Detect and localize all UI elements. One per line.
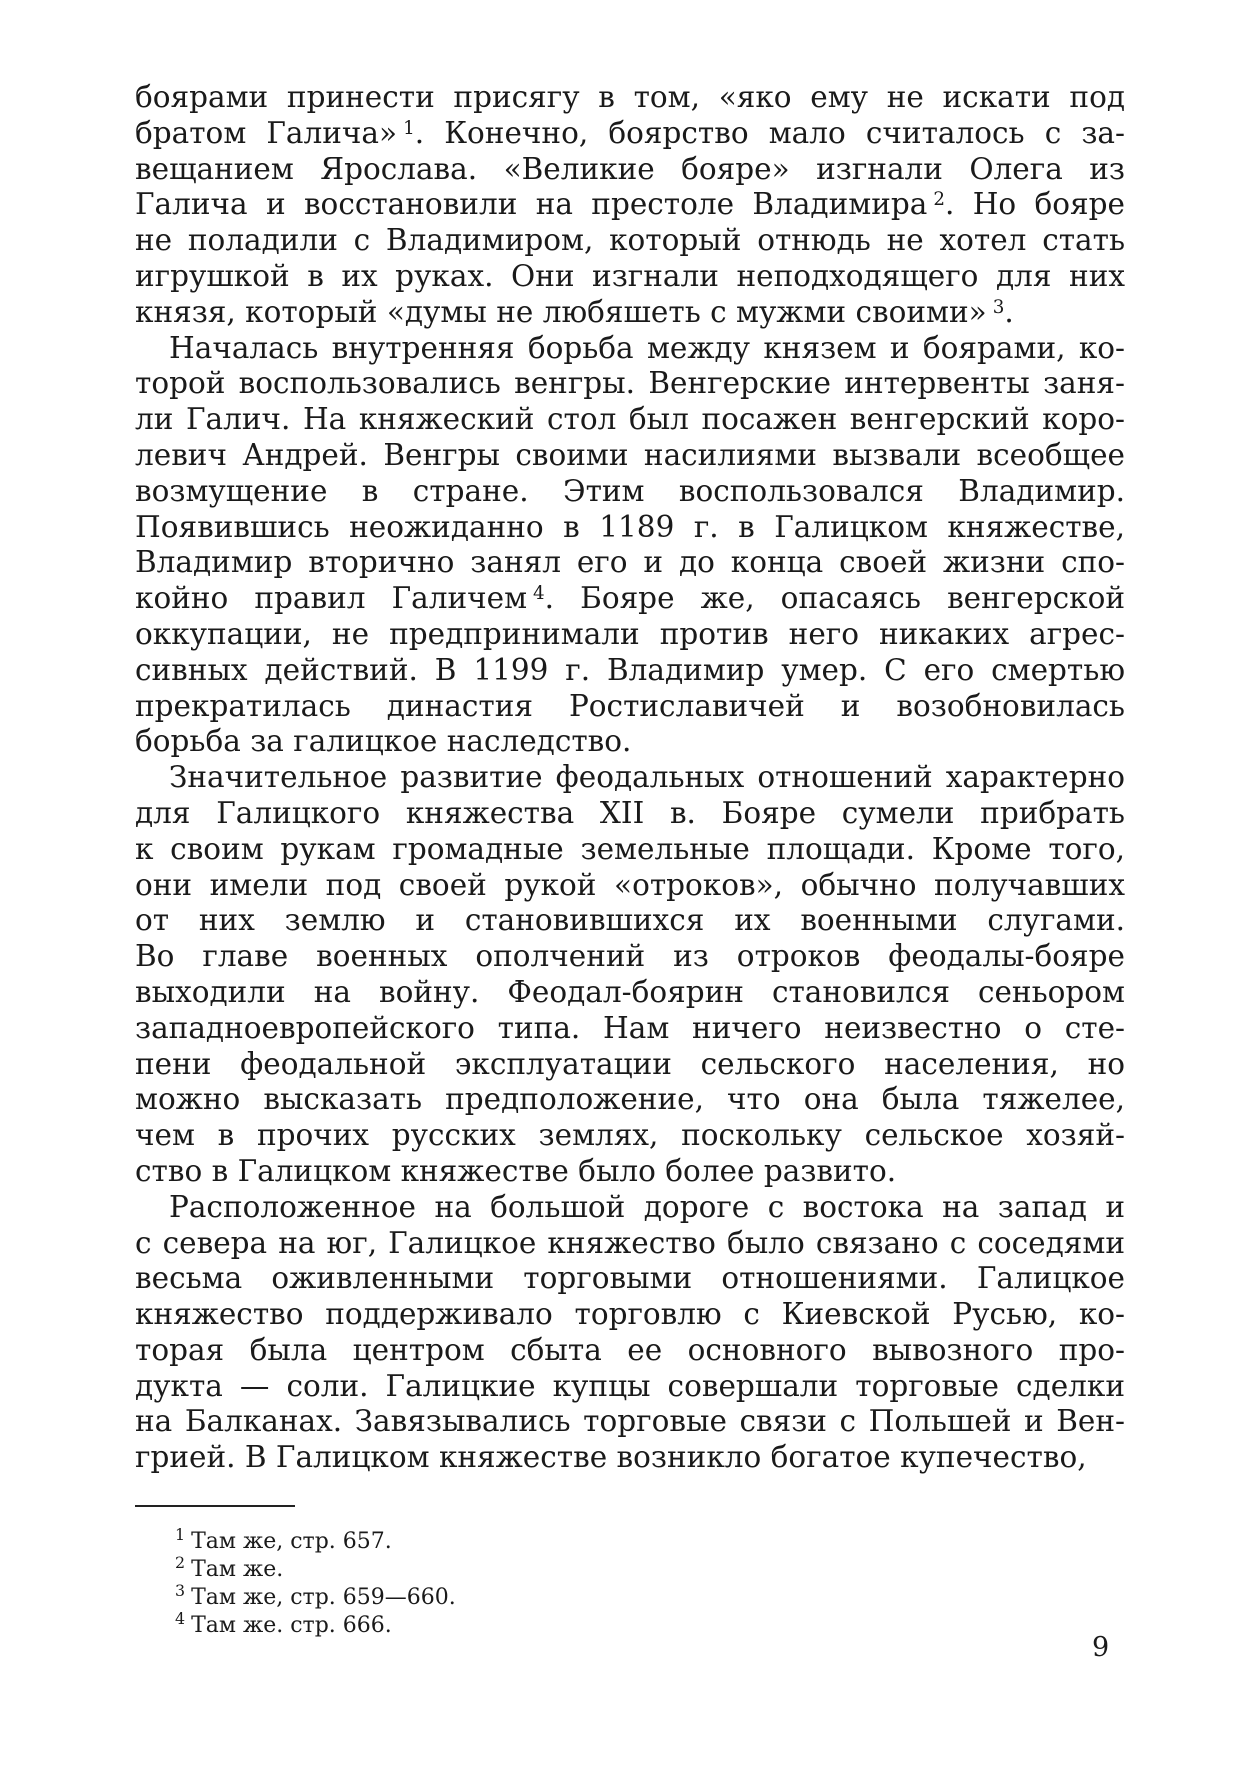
footnote-ref: 1: [403, 117, 415, 139]
footnote-ref: 2: [933, 189, 945, 211]
text-line: [135, 1154, 1125, 1190]
text-line: [135, 1297, 1125, 1333]
footnote-ref: 4: [533, 583, 545, 605]
footnotes: [175, 1525, 456, 1640]
footnote-text: Там же, стр. 659—660.: [191, 1585, 456, 1610]
text-segment: не поладили с Владимиром, который отнюдь не хотел стать: [135, 223, 1125, 258]
text-segment: торой воспользовались венгры. Венгерские интервенты заня-: [135, 366, 1125, 401]
text-segment: . Но бояре: [944, 187, 1125, 222]
footnote-divider: [135, 1505, 295, 1507]
text-segment: . Бояре же, опасаясь венгерской: [544, 581, 1125, 616]
text-line: [135, 116, 1125, 152]
text-segment: от них землю и становившихся их военными слугами.: [135, 903, 1125, 938]
text-line: [135, 366, 1125, 402]
text-segment: для Галицкого княжества XII в. Бояре сумели прибрать: [135, 795, 1125, 830]
text-line: [135, 617, 1125, 653]
text-segment: князя, который «думы не любяшеть с мужми своими»: [135, 294, 987, 329]
footnote-mark: 3: [175, 1581, 186, 1601]
text-line: [135, 187, 1125, 223]
text-line: [135, 724, 1125, 760]
text-line: [135, 1440, 1125, 1476]
text-line: [135, 581, 1125, 617]
footnote-text: Там же.: [191, 1557, 284, 1582]
body-text: [135, 80, 1125, 1476]
text-line: [135, 80, 1125, 116]
text-line: [135, 545, 1125, 581]
text-segment: сивных действий. В 1199 г. Владимир умер. С его смертью: [135, 652, 1125, 687]
text-segment: выходили на войну. Феодал-боярин становился сеньором: [135, 974, 1125, 1009]
page-number: 9: [1092, 1632, 1110, 1663]
text-line: [135, 1369, 1125, 1405]
text-line: [135, 796, 1125, 832]
text-line: [135, 1082, 1125, 1118]
text-line: [135, 1226, 1125, 1262]
text-line: [135, 1404, 1125, 1440]
footnote: [175, 1525, 456, 1556]
text-segment: торая была центром сбыта ее основного вывозного про-: [135, 1332, 1125, 1367]
footnote-text: Там же, стр. 657.: [191, 1529, 392, 1554]
text-segment: . Конечно, боярство мало считалось с за-: [414, 115, 1125, 150]
text-line: [135, 975, 1125, 1011]
paragraph: [135, 760, 1125, 1190]
text-line: [135, 331, 1125, 367]
footnote-mark: 2: [175, 1553, 186, 1573]
text-line: [135, 1190, 1125, 1226]
text-line: [135, 939, 1125, 975]
text-line: [135, 1118, 1125, 1154]
text-segment: возмущение в стране. Этим воспользовался Владимир.: [135, 473, 1125, 508]
text-segment: Галича и восстановили на престоле Владимира: [135, 187, 928, 222]
text-segment: западноевропейского типа. Нам ничего неизвестно о сте-: [135, 1010, 1125, 1045]
text-segment: к своим рукам громадные земельные площади. Кроме того,: [135, 831, 1125, 866]
text-line: [135, 1261, 1125, 1297]
paragraph: [135, 80, 1125, 331]
text-segment: борьба за галицкое наследство.: [135, 724, 632, 759]
text-segment: левич Андрей. Венгры своими насилиями вызвали всеобщее: [135, 437, 1125, 472]
paragraph: [135, 1190, 1125, 1476]
text-line: [135, 295, 1125, 331]
text-line: [135, 832, 1125, 868]
text-segment: Владимир вторично занял его и до конца своей жизни спо-: [135, 545, 1125, 580]
footnote-text: Там же. стр. 666.: [191, 1613, 392, 1638]
text-segment: пени феодальной эксплуатации сельского населения, но: [135, 1046, 1125, 1081]
text-segment: Во главе военных ополчений из отроков феодалы-бояре: [135, 939, 1125, 974]
footnote: [175, 1609, 456, 1640]
text-segment: братом Галича»: [135, 115, 398, 150]
text-line: [135, 223, 1125, 259]
text-segment: ли Галич. На княжеский стол был посажен венгерский коро-: [135, 402, 1125, 437]
text-segment: на Балканах. Завязывались торговые связи с Польшей и Вен-: [135, 1404, 1125, 1439]
text-segment: оккупации, не предпринимали против него никаких агрес-: [135, 616, 1125, 651]
text-segment: они имели под своей рукой «отроков», обычно получавших: [135, 867, 1125, 902]
text-segment: ство в Галицком княжестве было более развито.: [135, 1153, 897, 1188]
text-line: [135, 1011, 1125, 1047]
text-line: [135, 1047, 1125, 1083]
text-segment: койно правил Галичем: [135, 581, 528, 616]
text-segment: Появившись неожиданно в 1189 г. в Галицком княжестве,: [135, 509, 1125, 544]
text-segment: .: [1004, 294, 1014, 329]
text-line: [135, 510, 1125, 546]
text-line: [135, 653, 1125, 689]
text-segment: Началась внутренняя борьба между князем и боярами, ко-: [169, 330, 1125, 365]
text-segment: вещанием Ярослава. «Великие бояре» изгнали Олега из: [135, 151, 1125, 186]
footnote-mark: 4: [175, 1609, 186, 1629]
text-segment: княжество поддерживало торговлю с Киевской Русью, ко-: [135, 1297, 1125, 1332]
text-line: [135, 259, 1125, 295]
text-segment: прекратилась династия Ростиславичей и возобновилась: [135, 688, 1125, 723]
text-segment: чем в прочих русских землях, поскольку сельское хозяй-: [135, 1118, 1125, 1153]
text-segment: с севера на юг, Галицкое княжество было связано с соседями: [135, 1225, 1125, 1260]
text-segment: Значительное развитие феодальных отношений характерно: [169, 760, 1125, 795]
footnote-ref: 3: [992, 296, 1005, 318]
text-line: [135, 152, 1125, 188]
text-segment: игрушкой в их руках. Они изгнали неподходящего для них: [135, 258, 1125, 293]
text-line: [135, 760, 1125, 796]
text-line: [135, 868, 1125, 904]
footnote-mark: 1: [175, 1525, 186, 1545]
text-line: [135, 474, 1125, 510]
text-segment: дукта — соли. Галицкие купцы совершали торговые сделки: [135, 1368, 1125, 1403]
text-segment: грией. В Галицком княжестве возникло богатое купечество,: [135, 1440, 1087, 1475]
paragraph: [135, 331, 1125, 761]
text-segment: весьма оживленными торговыми отношениями. Галицкое: [135, 1261, 1125, 1296]
footnote: [175, 1581, 456, 1612]
text-segment: можно высказать предположение, что она была тяжелее,: [135, 1082, 1125, 1117]
text-segment: Расположенное на большой дороге с востока на запад и: [169, 1189, 1125, 1224]
text-line: [135, 438, 1125, 474]
footnote: [175, 1553, 456, 1584]
text-line: [135, 402, 1125, 438]
text-line: [135, 1333, 1125, 1369]
text-line: [135, 903, 1125, 939]
text-segment: боярами принести присягу в том, «яко ему не искати под: [135, 80, 1125, 114]
text-line: [135, 689, 1125, 725]
